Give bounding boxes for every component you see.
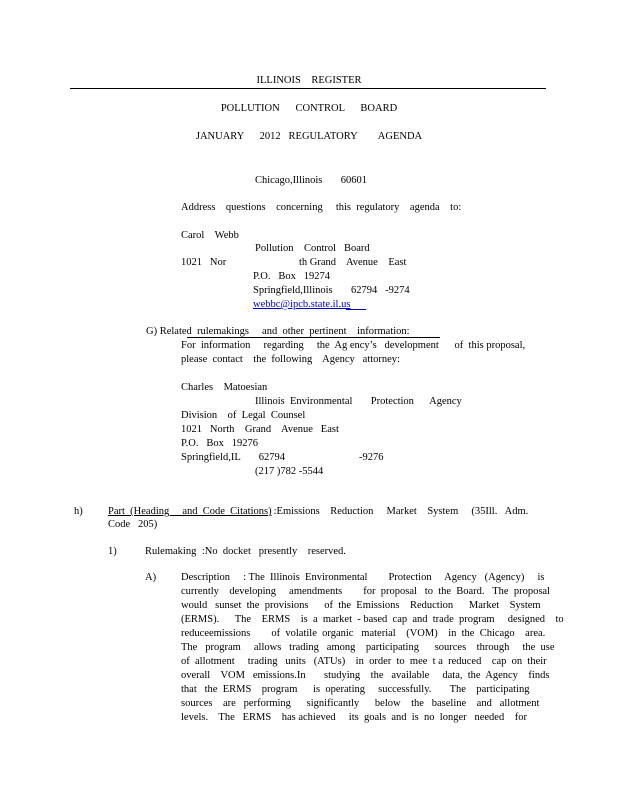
contact-po-box: P.O. Box 19274 (253, 271, 331, 282)
header-divider (70, 88, 546, 89)
description-line: (ERMS). The ERMS is a market - based cap and trade program designed to (181, 614, 564, 625)
item-a-label: A) (145, 572, 157, 583)
board-title: POLLUTION CONTROL BOARD (220, 103, 398, 114)
attorney-agency: Illinois Environmental Protection Agency (255, 396, 462, 407)
contact-city: Chicago,Illinois 60601 (255, 175, 367, 186)
item-1-text: :No docket presently reserved. (194, 546, 346, 557)
contact-city-state: Springfield,Illinois 62794 -9274 (253, 285, 410, 296)
section-h-line2: Code 205) (108, 519, 158, 530)
attorney-phone: (217 )782 -5544 (255, 466, 324, 477)
attorney-zip-extension: -9276 (359, 452, 384, 463)
section-g-line: please contact the following Agency attorney: (181, 354, 400, 365)
attorney-name: Charles Matoesian (181, 382, 268, 393)
description-line: would sunset the provisions of the Emissions Reduction Market System (181, 600, 541, 611)
description-line: of allotment trading units (ATUs) in order to mee t a reduced cap on their (181, 656, 547, 667)
contact-org: Pollution Control Board (255, 243, 370, 254)
description-line: currently developing amendments for proposal to the Board. The proposal (181, 586, 550, 597)
section-h-heading: Part (Heading and Code Citations) (108, 506, 272, 517)
section-g-heading: rulemakings and other pertinent information: (197, 326, 410, 337)
contact-name: Carol Webb (181, 230, 239, 241)
attorney-city-state: Springfield,IL 62794 (181, 452, 286, 463)
contact-email-link[interactable]: webbc@ipcb.state.il.us (253, 299, 351, 310)
section-g-line: For information regarding the Ag ency’s development of this proposal, (181, 340, 526, 351)
description-line: that the ERMS program is operating successfully. The participating (181, 684, 530, 695)
attorney-po-box: P.O. Box 19276 (181, 438, 259, 449)
description-line: overall VOM emissions.In studying the available data, the Agency finds (181, 670, 550, 681)
description-line: reduceemissions of volatile organic material (VOM) in the Chicago area. (181, 628, 546, 639)
description-line: sources are performing significantly below the baseline and allotment (181, 698, 540, 709)
section-h-text: :Emissions Reduction Market System (35Ill. Adm. (271, 506, 529, 517)
contact-street-left: 1021 Nor (181, 257, 227, 268)
description-line: levels. The ERMS has achieved its goals and is no longer needed for (181, 712, 527, 723)
contact-street-right: th Grand Avenue East (299, 257, 407, 268)
attorney-street: 1021 North Grand Avenue East (181, 424, 339, 435)
agenda-title: JANUARY 2012 REGULATORY AGENDA (195, 131, 423, 142)
register-title: ILLINOIS REGISTER (256, 75, 362, 86)
section-g-label: G) Related (146, 326, 192, 337)
section-h-label: h) (74, 506, 83, 517)
description-line: Description : The Illinois Environmental Protection Agency (Agency) is (181, 572, 545, 583)
description-line: The program allows trading among participating sources through the use (181, 642, 555, 653)
address-intro: Address questions concerning this regulatory agenda to: (181, 202, 462, 213)
section-g-heading-underline (187, 337, 440, 338)
attorney-division: Division of Legal Counsel (181, 410, 306, 421)
item-1-heading: Rulemaking (145, 546, 197, 557)
item-1-number: 1) (108, 546, 117, 557)
email-underline-extension (346, 309, 366, 310)
